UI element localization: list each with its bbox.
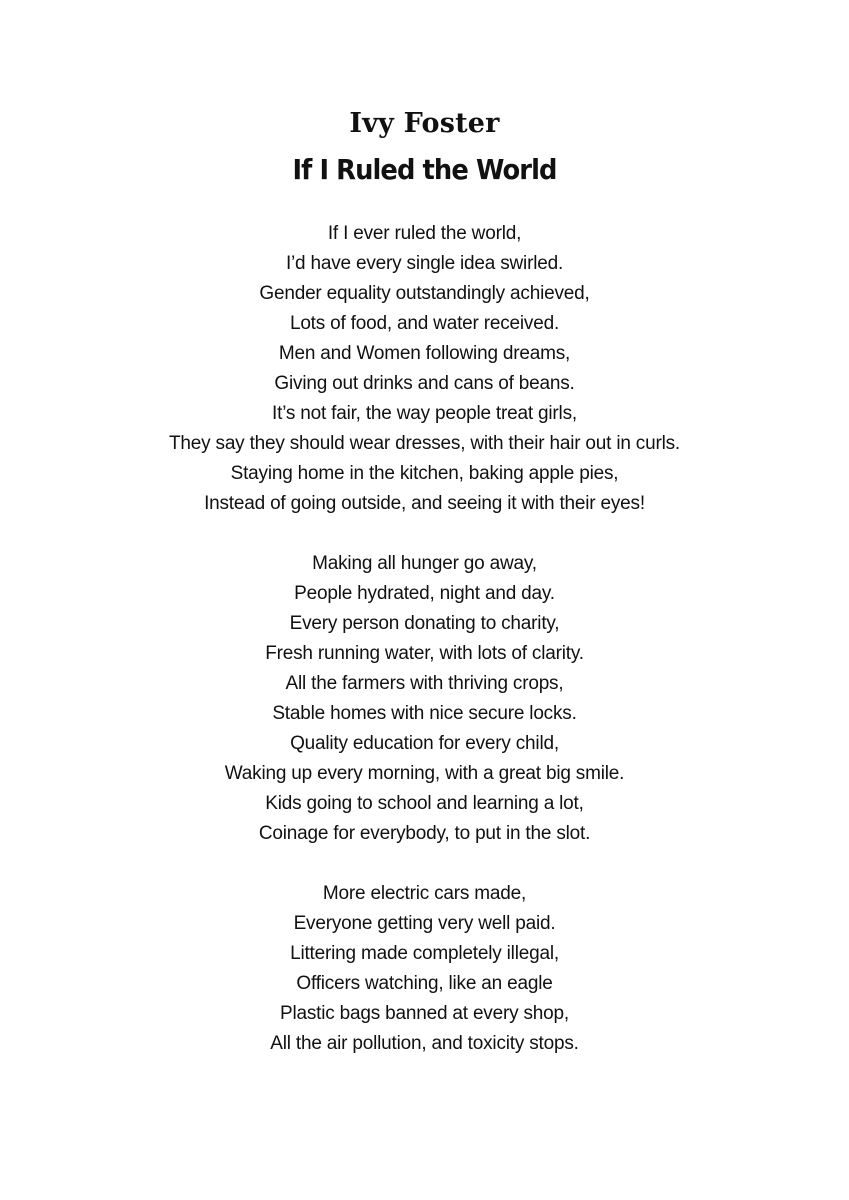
poem-line: Coinage for everybody, to put in the slot. bbox=[258, 823, 591, 844]
poem-line: Making all hunger go away, bbox=[312, 553, 537, 574]
author-name: Ivy Foster bbox=[349, 108, 500, 139]
poem-line: Staying home in the kitchen, baking apple pies, bbox=[230, 463, 619, 484]
stanza-1 bbox=[0, 219, 849, 519]
poem-line: Men and Women following dreams, bbox=[278, 343, 571, 364]
poem-line: Littering made completely illegal, bbox=[290, 943, 559, 964]
poem-line: All the air pollution, and toxicity stops. bbox=[270, 1033, 579, 1054]
poem-line: Lots of food, and water received. bbox=[289, 313, 560, 334]
poem-line: Plastic bags banned at every shop, bbox=[280, 1003, 569, 1024]
poem-line: Gender equality outstandingly achieved, bbox=[259, 283, 590, 304]
poem-line: Stable homes with nice secure locks. bbox=[272, 703, 577, 724]
poem-line: Everyone getting very well paid. bbox=[293, 913, 556, 934]
poem-title: If I Ruled the World bbox=[292, 153, 557, 186]
poem-line: I’d have every single idea swirled. bbox=[285, 253, 564, 274]
poem-line: Officers watching, like an eagle bbox=[296, 973, 553, 994]
poem-line: Kids going to school and learning a lot, bbox=[265, 793, 584, 814]
poem-line: If I ever ruled the world, bbox=[327, 223, 522, 244]
poem-line: Every person donating to charity, bbox=[289, 613, 560, 634]
poem-line: Waking up every morning, with a great big smile. bbox=[224, 763, 625, 784]
poem-line: Giving out drinks and cans of beans. bbox=[274, 373, 575, 394]
stanza-2 bbox=[0, 549, 849, 849]
poem-line: More electric cars made, bbox=[322, 883, 527, 904]
poem-line: It’s not fair, the way people treat girls, bbox=[272, 403, 577, 424]
poem-line: People hydrated, night and day. bbox=[294, 583, 555, 604]
poem-line: Instead of going outside, and seeing it with their eyes! bbox=[204, 493, 645, 514]
poem-line: Fresh running water, with lots of clarity. bbox=[265, 643, 584, 664]
stanza-3 bbox=[0, 879, 849, 1059]
poem-line: They say they should wear dresses, with their hair out in curls. bbox=[169, 433, 680, 454]
poem-line: All the farmers with thriving crops, bbox=[285, 673, 564, 694]
poem-line: Quality education for every child, bbox=[290, 733, 559, 754]
